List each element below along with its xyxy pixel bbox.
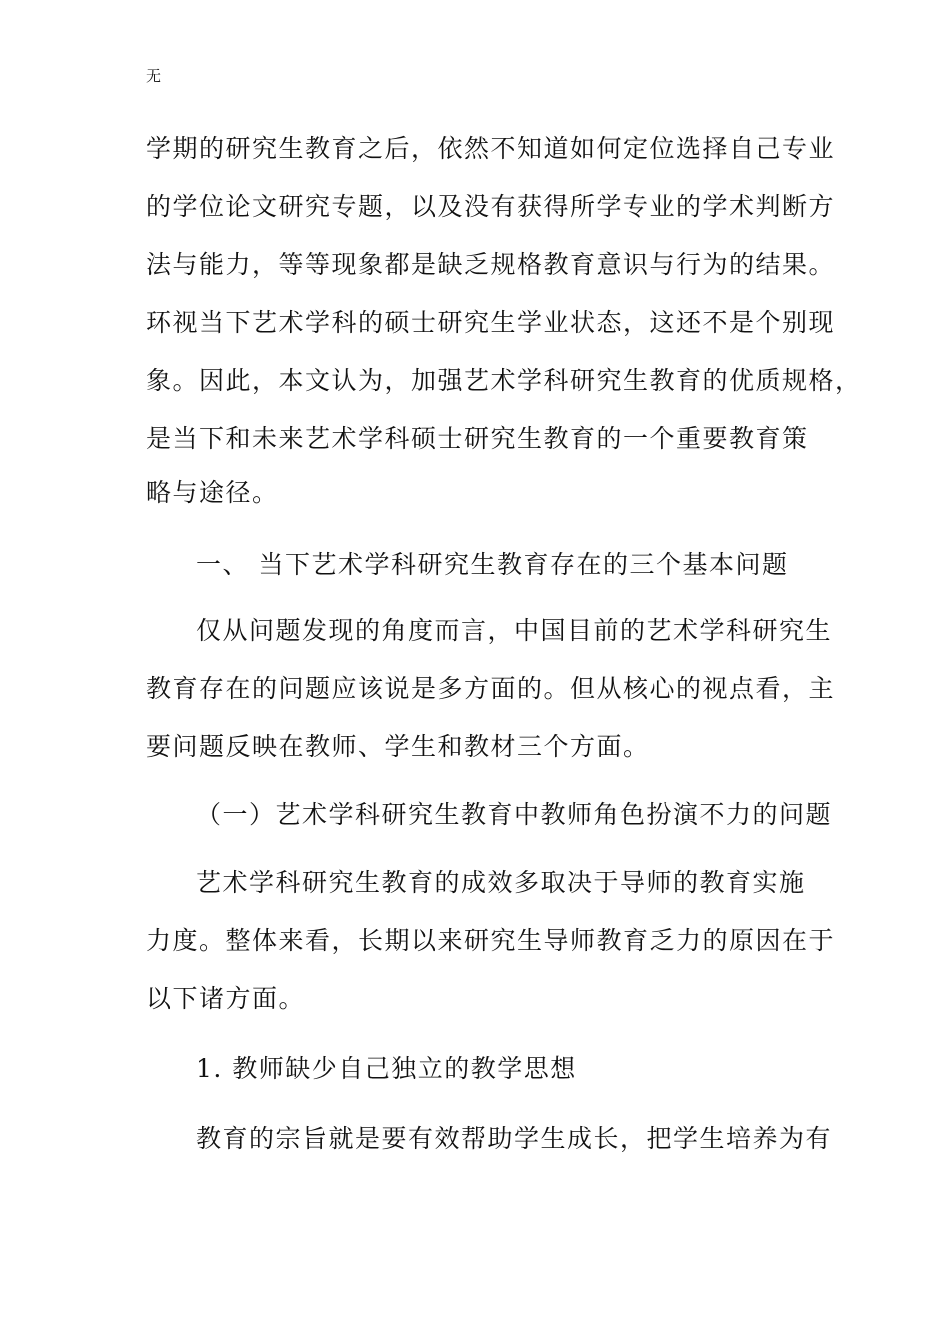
paragraph-line: 以下诸方面。 [146,984,306,1013]
paragraph-line: 略与途径。 [146,478,279,507]
paragraph-line: 的学位论文研究专题，以及没有获得所学专业的学术判断方 [146,192,836,221]
paragraph-line: 学期的研究生教育之后，依然不知道如何定位选择自己专业 [146,134,836,163]
paragraph-line: 是当下和未来艺术学科硕士研究生教育的一个重要教育策 [146,424,809,453]
paragraph-line: 仅从问题发现的角度而言，中国目前的艺术学科研究生 [196,616,833,645]
paragraph-line: 艺术学科研究生教育的成效多取决于导师的教育实施 [196,868,806,897]
paragraph-line: 要问题反映在教师、学生和教材三个方面。 [146,732,650,761]
paragraph-line: 教育存在的问题应该说是多方面的。但从核心的视点看，主 [146,674,836,703]
paragraph-line: 教育的宗旨就是要有效帮助学生成长，把学生培养为有 [196,1124,833,1153]
paragraph-line: 环视当下艺术学科的硕士研究生学业状态，这还不是个别现 [146,308,836,337]
paragraph-line: 象。因此，本文认为，加强艺术学科研究生教育的优质规格， [146,366,862,395]
paragraph-line: 法与能力，等等现象都是缺乏规格教育意识与行为的结果。 [146,250,836,279]
numbered-heading: 1. 教师缺少自己独立的教学思想 [196,1054,577,1083]
page-header-mark: 无 [146,67,162,85]
paragraph-line: 力度。整体来看，长期以来研究生导师教育乏力的原因在于 [146,926,836,955]
subsection-heading: （一）艺术学科研究生教育中教师角色扮演不力的问题 [196,800,833,829]
section-heading: 一、 当下艺术学科研究生教育存在的三个基本问题 [196,550,789,579]
